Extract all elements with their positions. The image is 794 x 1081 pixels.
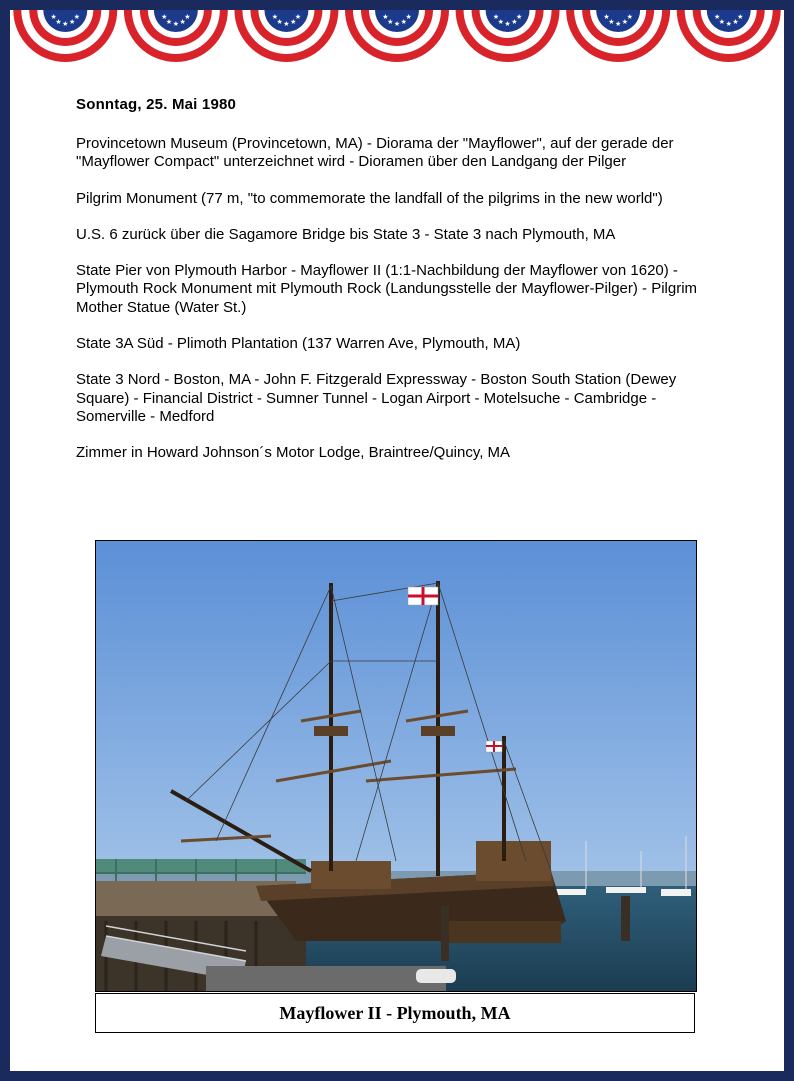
paragraph-state-pier: State Pier von Plymouth Harbor - Mayflower II (1:1-Nachbildung der Mayflower von 1620) - Plymouth Rock Monument mit Plymouth Rock (Landungsstelle der Mayflower-Pilger) - Pilgrim Mother Statue (Water St.) [76, 262, 698, 316]
svg-text:★: ★ [626, 13, 633, 21]
paragraph-provincetown: Provincetown Museum (Provincetown, MA) - Diorama der "Mayflower", auf der gerade der "Mayflower Compact" unterzeichnet wird - Dioramen über den Landgang der Pilger [76, 135, 674, 171]
svg-text:★: ★ [511, 19, 518, 27]
bunting-fan [456, 10, 560, 62]
svg-text:★: ★ [737, 13, 744, 21]
patriotic-bunting-icon [10, 10, 784, 72]
svg-text:★: ★ [55, 19, 62, 27]
bunting-fan [13, 10, 117, 62]
paragraph-plantation: State 3A Süd - Plimoth Plantation (137 Warren Ave, Plymouth, MA) [76, 335, 521, 353]
svg-text:★: ★ [50, 13, 57, 21]
svg-text:★: ★ [504, 21, 511, 28]
bunting-fan [566, 10, 670, 62]
svg-text:★: ★ [294, 13, 302, 21]
main-content [76, 96, 726, 481]
svg-text:★: ★ [608, 19, 615, 27]
svg-text:★: ★ [718, 19, 726, 27]
svg-text:★: ★ [172, 21, 179, 28]
svg-text:★: ★ [165, 19, 173, 27]
photo-caption: Mayflower II - Plymouth, MA [95, 993, 695, 1033]
svg-text:★: ★ [393, 21, 401, 28]
svg-text:★: ★ [73, 13, 81, 21]
svg-text:★: ★ [276, 19, 283, 27]
svg-text:★: ★ [732, 19, 739, 27]
page [10, 10, 784, 1071]
bunting-fan [345, 10, 449, 62]
svg-text:★: ★ [62, 21, 69, 28]
svg-text:★: ★ [725, 21, 732, 28]
svg-text:★: ★ [405, 13, 412, 21]
svg-text:★: ★ [516, 13, 523, 21]
svg-text:★: ★ [387, 19, 394, 27]
paragraph-pilgrim-monument: Pilgrim Monument (77 m, "to commemorate the landfall of the pilgrims in the new world") [76, 189, 663, 207]
sailing-ship-photo [96, 541, 696, 991]
ship-photo [95, 540, 697, 992]
svg-text:★: ★ [271, 13, 278, 21]
paragraph-lodging: Zimmer in Howard Johnson´s Motor Lodge, Braintree/Quincy, MA [76, 444, 511, 462]
svg-text:★: ★ [161, 13, 168, 21]
bunting-fan [234, 10, 338, 62]
bunting-fan [677, 10, 781, 62]
page-date: Sonntag, 25. Mai 1980 [76, 96, 237, 113]
svg-text:★: ★ [603, 13, 610, 21]
svg-text:★: ★ [283, 21, 290, 28]
svg-text:★: ★ [492, 13, 500, 21]
bunting-fan [124, 10, 228, 62]
svg-text:★: ★ [400, 19, 407, 27]
svg-text:★: ★ [68, 19, 76, 27]
paragraph-boston: State 3 Nord - Boston, MA - John F. Fitzgerald Expressway - Boston South Station (Dewey Square) - Financial District - Sumner Tunnel - Logan Airport - Motelsuche - Cambridge - Somerville - Medford [76, 371, 677, 425]
svg-text:★: ★ [713, 13, 721, 21]
paragraph-us6: U.S. 6 zurück über die Sagamore Bridge bis State 3 - State 3 nach Plymouth, MA [76, 225, 616, 243]
svg-text:★: ★ [179, 19, 186, 27]
svg-text:★: ★ [615, 21, 622, 28]
svg-text:★: ★ [184, 13, 191, 21]
svg-text:★: ★ [497, 19, 504, 27]
svg-text:★: ★ [290, 19, 297, 27]
svg-text:★: ★ [382, 13, 389, 21]
svg-text:★: ★ [621, 19, 629, 27]
